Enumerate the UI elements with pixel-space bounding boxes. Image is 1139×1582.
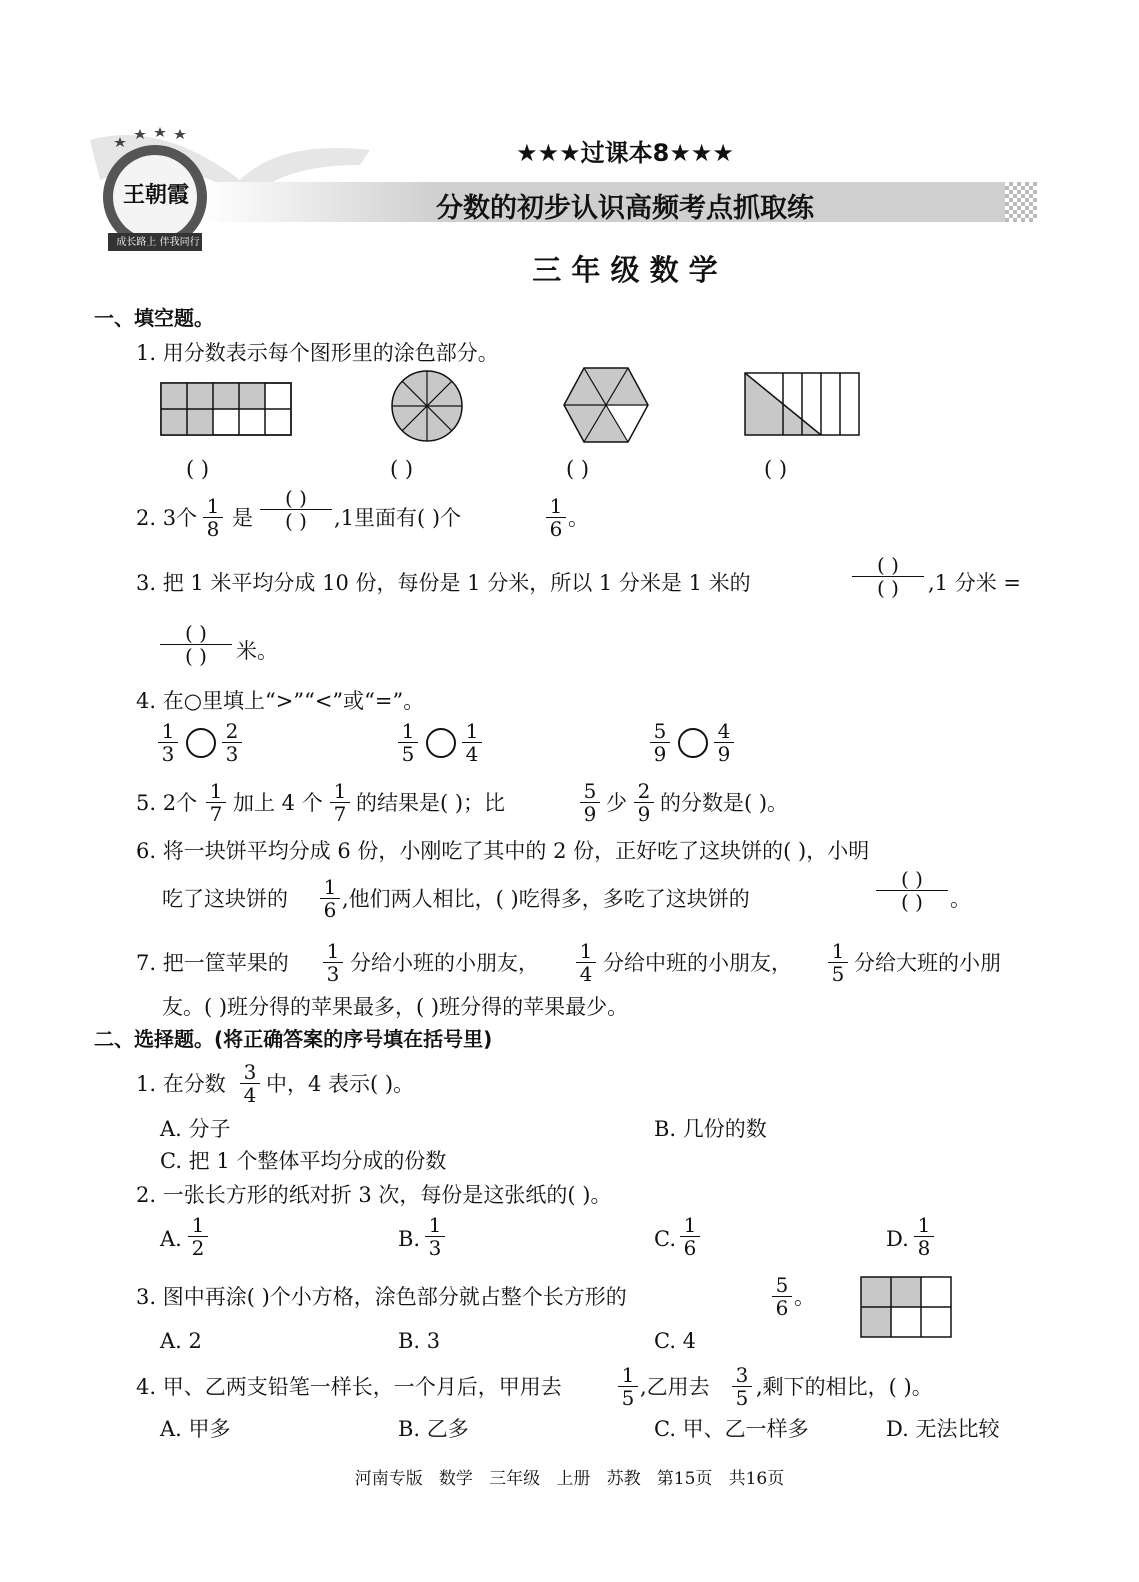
q1-4-text: 4. 在○里填上“>”“<”或“=”。 [136, 689, 425, 713]
q1-6-part: 吃了这块饼的 [162, 887, 288, 911]
logo-tagline: 成长路上 伴我同行 [116, 237, 200, 248]
q1-6-part: 。 [950, 887, 971, 911]
q2-1-part: 1. 在分数 [136, 1072, 226, 1096]
page-footer: 河南专版 数学 三年级 上册 苏教 第15页 共16页 [354, 1469, 785, 1489]
option-c[interactable]: C. 把 1 个整体平均分成的份数 [160, 1149, 447, 1173]
fraction: $\frac{1}{4}$ [462, 720, 482, 765]
q2-1-part: 中，4 表示( )。 [266, 1072, 415, 1096]
shape-rectangle-grid [160, 382, 294, 442]
compare-circle[interactable] [678, 728, 708, 758]
q2-4-part: ,乙用去 [640, 1375, 710, 1399]
q1-6-part: ,他们两人相比，( )吃得多，多吃了这块饼的 [342, 887, 750, 911]
fraction: $\frac{1}{6}$ [546, 495, 566, 540]
option-c[interactable]: C. 甲、乙一样多 [654, 1417, 809, 1441]
fraction: $\frac{2}{9}$ [634, 780, 654, 825]
page-title: 分数的初步认识高频考点抓取练 [436, 193, 814, 224]
answer-fraction-blank[interactable]: ( ) ( ) [160, 622, 232, 667]
option-b[interactable]: B. [398, 1227, 421, 1251]
section1-heading: 一、填空题。 [94, 306, 214, 330]
logo-brand-text: 王朝霞 [122, 182, 189, 208]
answer-blank[interactable]: ( ) [186, 457, 210, 481]
fraction: $\frac{5}{9}$ [580, 780, 600, 825]
shape-hexagon-sixths [562, 366, 650, 448]
fraction: $\frac{4}{9}$ [714, 720, 734, 765]
q1-5-part: 加上 4 个 [233, 791, 323, 815]
q2-3-part: 3. 图中再涂( )个小方格，涂色部分就占整个长方形的 [136, 1285, 627, 1309]
fraction: $\frac{1}{6}$ [320, 876, 340, 921]
q2-2-text: 2. 一张长方形的纸对折 3 次，每份是这张纸的( )。 [136, 1183, 612, 1207]
q1-2-part: ,1里面有( )个 [334, 506, 462, 530]
fraction: $\frac{1}{5}$ [828, 940, 848, 985]
compare-circle[interactable] [186, 728, 216, 758]
option-a[interactable]: A. 2 [160, 1329, 202, 1353]
q1-2-part: 。 [568, 506, 589, 530]
fraction: $\frac{1}{3}$ [425, 1214, 445, 1259]
fraction: $\frac{1}{8}$ [203, 495, 223, 540]
answer-blank[interactable]: ( ) [390, 457, 414, 481]
option-a[interactable]: A. 甲多 [160, 1417, 231, 1441]
subject-title: 三 年 级 数 学 [532, 253, 718, 287]
q1-5-part: 的分数是( )。 [660, 791, 789, 815]
q2-4-part: 4. 甲、乙两支铅笔一样长，一个月后，甲用去 [136, 1375, 562, 1399]
compare-circle[interactable] [426, 728, 456, 758]
q1-6-line1: 6. 将一块饼平均分成 6 份，小刚吃了其中的 2 份，正好吃了这块饼的( )，小明 [136, 839, 870, 863]
option-a[interactable]: A. 分子 [160, 1117, 231, 1141]
q2-4-part: ,剩下的相比，( )。 [756, 1375, 933, 1399]
fraction: $\frac{2}{3}$ [222, 720, 242, 765]
section2-heading: 二、选择题。(将正确答案的序号填在括号里) [94, 1027, 493, 1051]
q1-7-line2: 友。( )班分得的苹果最多，( )班分得的苹果最少。 [162, 995, 629, 1019]
q1-7-part: 分给小班的小朋友， [350, 951, 539, 975]
q1-2-part: 是 [232, 506, 253, 530]
fraction: $\frac{1}{4}$ [576, 940, 596, 985]
fraction: $\frac{3}{5}$ [732, 1364, 752, 1409]
q1-5-part: 的结果是( )；比 [356, 791, 506, 815]
checker-pattern [1005, 182, 1037, 222]
series-label: ★★★过课本8★★★ [516, 139, 734, 167]
fraction: $\frac{1}{2}$ [188, 1214, 208, 1259]
q1-7-part: 分给大班的小朋 [854, 951, 1001, 975]
fraction: $\frac{1}{8}$ [914, 1214, 934, 1259]
fraction: $\frac{3}{4}$ [240, 1061, 260, 1106]
fraction: $\frac{1}{3}$ [158, 720, 178, 765]
option-b[interactable]: B. 几份的数 [654, 1117, 767, 1141]
fraction: $\frac{5}{6}$ [772, 1274, 792, 1319]
option-d[interactable]: D. 无法比较 [886, 1417, 1000, 1441]
answer-fraction-blank[interactable]: ( ) ( ) [260, 487, 332, 532]
q1-7-part: 分给中班的小朋友， [603, 951, 792, 975]
q1-1-text: 1. 用分数表示每个图形里的涂色部分。 [136, 341, 499, 365]
fraction: $\frac{1}{7}$ [330, 780, 350, 825]
fraction: $\frac{1}{3}$ [323, 940, 343, 985]
option-b[interactable]: B. 乙多 [398, 1417, 469, 1441]
shape-circle-eighths [390, 369, 464, 447]
answer-fraction-blank[interactable]: ( ) ( ) [852, 554, 924, 599]
option-a[interactable]: A. [160, 1227, 182, 1251]
shape-rectangle-triangle [744, 372, 862, 442]
q1-5-part: 少 [606, 791, 627, 815]
option-d[interactable]: D. [886, 1227, 909, 1251]
q1-3-part: ,1 分米 = [928, 571, 1021, 595]
q1-7-part: 7. 把一筐苹果的 [136, 951, 289, 975]
fraction: $\frac{1}{6}$ [680, 1214, 700, 1259]
option-b[interactable]: B. 3 [398, 1329, 441, 1353]
answer-blank[interactable]: ( ) [566, 457, 590, 481]
q1-3-part: 3. 把 1 米平均分成 10 份，每份是 1 分米，所以 1 分米是 1 米的 [136, 571, 751, 595]
grid-figure-2x3 [860, 1276, 954, 1344]
option-c[interactable]: C. 4 [654, 1329, 697, 1353]
q1-3-part: 米。 [236, 639, 278, 663]
fraction: $\frac{1}{7}$ [206, 780, 226, 825]
q1-2-part: 2. 3个 [136, 506, 198, 530]
fraction: $\frac{5}{9}$ [650, 720, 670, 765]
fraction: $\frac{1}{5}$ [618, 1364, 638, 1409]
q1-5-part: 5. 2个 [136, 791, 198, 815]
q2-3-part: 。 [794, 1285, 815, 1309]
fraction: $\frac{1}{5}$ [398, 720, 418, 765]
option-c[interactable]: C. [654, 1227, 676, 1251]
answer-fraction-blank[interactable]: ( ) ( ) [876, 868, 948, 913]
answer-blank[interactable]: ( ) [764, 457, 788, 481]
